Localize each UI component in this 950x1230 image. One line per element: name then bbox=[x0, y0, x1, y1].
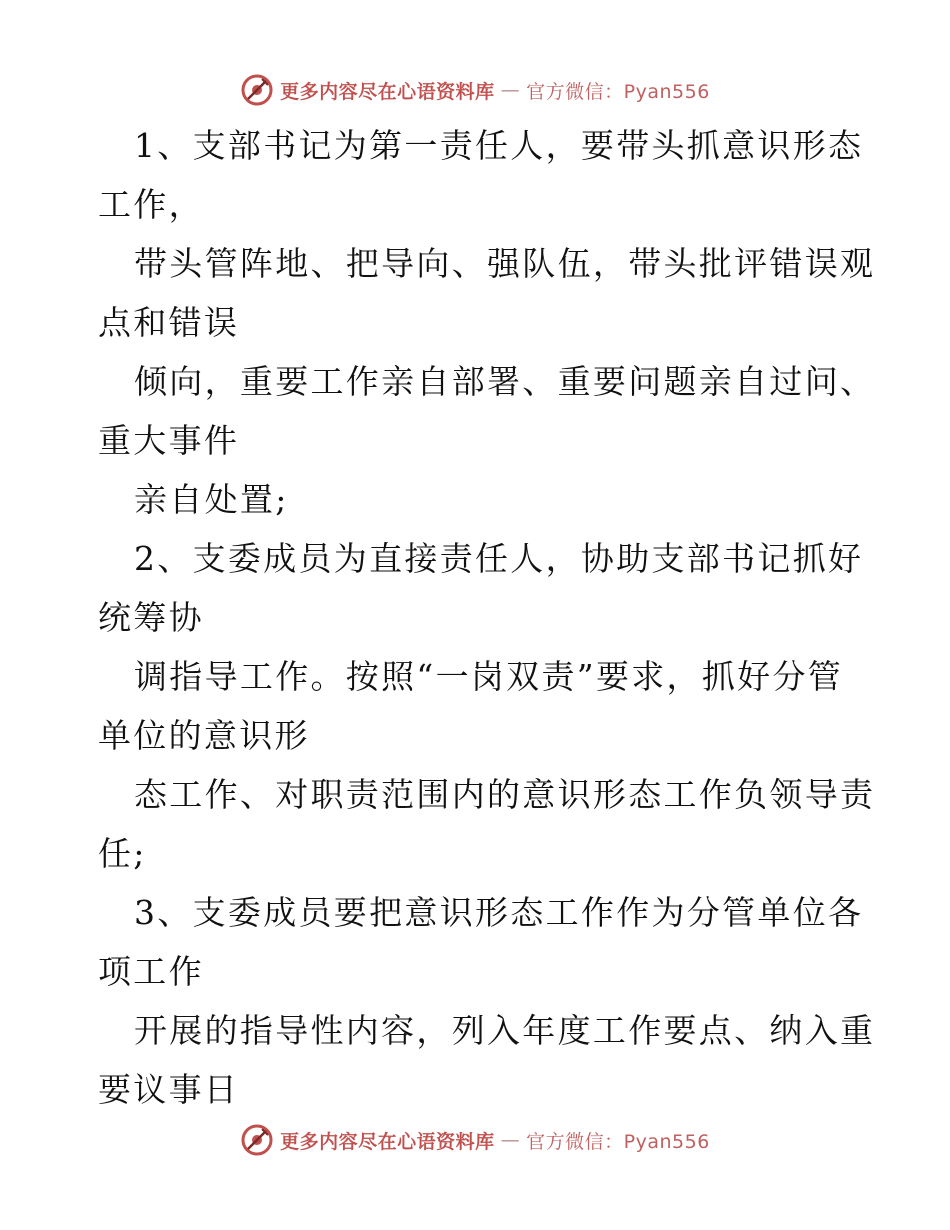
text-line: 调指导工作。按照“一岗双责”要求，抓好分管 bbox=[134, 657, 844, 696]
text-line: 工作， bbox=[98, 185, 204, 224]
text-line: 点和错误 bbox=[98, 303, 240, 342]
text-line: 1、支部书记为第一责任人，要带头抓意识形态 bbox=[134, 126, 864, 165]
banner-wechat: 官方微信：Pyan556 bbox=[526, 1130, 710, 1153]
footer-watermark-banner bbox=[0, 1120, 950, 1160]
banner-separator: — bbox=[500, 79, 521, 101]
text-line: 带头管阵地、把导向、强队伍，带头批评错误观 bbox=[134, 244, 876, 283]
text-line: 3、支委成员要把意识形态工作作为分管单位各 bbox=[134, 893, 864, 932]
text-line: 倾向，重要工作亲自部署、重要问题亲自过问、 bbox=[134, 362, 876, 401]
banner-text: 更多内容尽在心语资料库 bbox=[280, 80, 495, 103]
banner-wechat: 官方微信：Pyan556 bbox=[526, 80, 710, 103]
text-line: 统筹协 bbox=[98, 598, 204, 637]
text-line: 开展的指导性内容，列入年度工作要点、纳入重 bbox=[134, 1011, 876, 1050]
logo-icon bbox=[240, 73, 274, 107]
banner-text: 更多内容尽在心语资料库 bbox=[280, 1130, 495, 1153]
text-line: 任; bbox=[98, 834, 147, 873]
text-line: 单位的意识形 bbox=[98, 716, 310, 755]
text-line: 要议事日 bbox=[98, 1070, 240, 1109]
text-line: 重大事件 bbox=[98, 421, 240, 460]
text-line: 态工作、对职责范围内的意识形态工作负领导责 bbox=[134, 775, 876, 814]
text-line: 项工作 bbox=[98, 952, 204, 991]
header-watermark-banner bbox=[0, 70, 950, 110]
logo-icon bbox=[240, 1123, 274, 1157]
text-line: 亲自处置; bbox=[134, 480, 289, 519]
text-line: 2、支委成员为直接责任人，协助支部书记抓好 bbox=[134, 539, 864, 578]
banner-separator: — bbox=[500, 1129, 521, 1151]
